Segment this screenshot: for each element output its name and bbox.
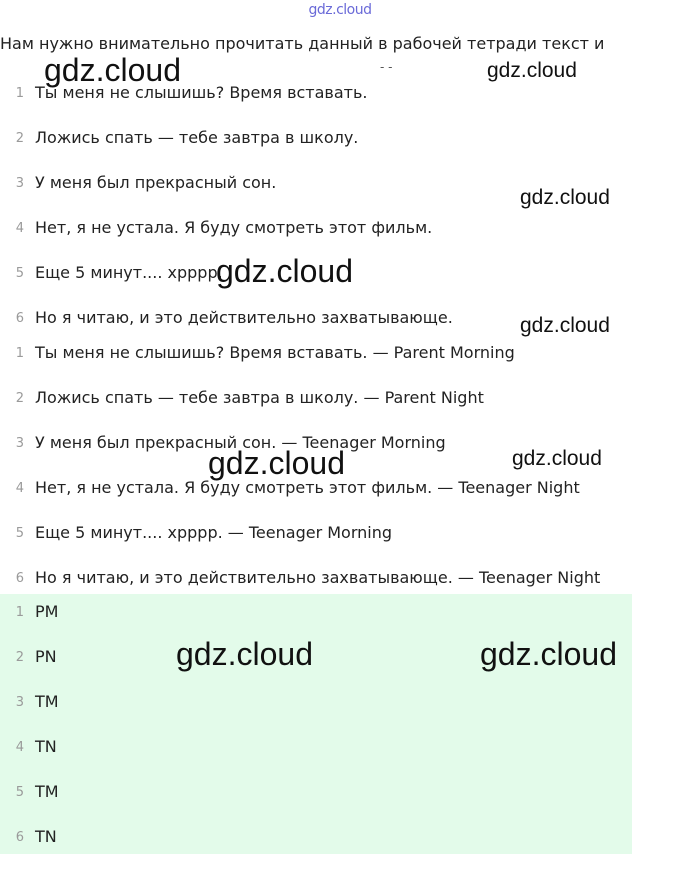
item-text: Но я читаю, и это действительно захватывающе. — Teenager Night xyxy=(35,568,601,587)
list-item xyxy=(0,388,632,433)
item-number: 5 xyxy=(15,526,24,541)
watermark: gdz.cloud xyxy=(208,445,345,481)
item-number: 1 xyxy=(15,605,24,620)
list-item xyxy=(0,128,632,173)
item-number: 4 xyxy=(15,740,24,755)
item-text: TM xyxy=(35,782,59,801)
list-item xyxy=(0,343,632,388)
item-text: Ты меня не слышишь? Время вставать. — Parent Morning xyxy=(35,343,515,362)
site-watermark-top: gdz.cloud xyxy=(308,2,372,18)
list-item xyxy=(0,737,632,782)
item-text: Еще 5 минут.... хрррр. — Teenager Morning xyxy=(35,523,392,542)
intro-fragments: - - xyxy=(380,60,393,74)
item-number: 2 xyxy=(15,391,24,406)
item-text: PM xyxy=(35,602,59,621)
item-text: PN xyxy=(35,647,57,666)
item-text: Нет, я не устала. Я буду смотреть этот фильм. — Teenager Night xyxy=(35,478,580,497)
list-item xyxy=(0,782,632,827)
item-number: 1 xyxy=(15,346,24,361)
watermark: gdz.cloud xyxy=(216,253,353,289)
item-text: TM xyxy=(35,692,59,711)
list-item xyxy=(0,602,632,647)
item-number: 5 xyxy=(15,266,24,281)
item-number: 1 xyxy=(15,86,24,101)
list-item xyxy=(0,692,632,737)
item-number: 6 xyxy=(15,830,24,845)
item-text: Ложись спать — тебе завтра в школу. xyxy=(35,128,359,147)
watermark: gdz.cloud xyxy=(480,636,617,672)
list-item xyxy=(0,827,632,872)
watermark: gdz.cloud xyxy=(512,447,602,470)
item-number: 2 xyxy=(15,650,24,665)
list-item xyxy=(0,173,632,218)
item-number: 4 xyxy=(15,481,24,496)
list-item xyxy=(0,647,632,692)
watermark: gdz.cloud xyxy=(44,52,181,88)
item-text: Еще 5 минут.... хрррр. xyxy=(35,263,223,282)
item-text: Но я читаю, и это действительно захватывающе. xyxy=(35,308,453,327)
item-number: 3 xyxy=(15,695,24,710)
item-number: 2 xyxy=(15,131,24,146)
item-number: 3 xyxy=(15,176,24,191)
item-text: TN xyxy=(35,737,57,756)
item-text: У меня был прекрасный сон. — Teenager Morning xyxy=(35,433,446,452)
list-item xyxy=(0,478,632,523)
item-text: Ты меня не слышишь? Время вставать. xyxy=(35,83,368,102)
list-item xyxy=(0,218,632,263)
labeled-sentence-list xyxy=(0,343,632,613)
watermark: gdz.cloud xyxy=(520,186,610,209)
watermark: gdz.cloud xyxy=(487,59,577,82)
list-item xyxy=(0,523,632,568)
sentence-list xyxy=(0,83,632,353)
list-item xyxy=(0,263,632,308)
item-text: У меня был прекрасный сон. xyxy=(35,173,277,192)
answer-list xyxy=(0,594,632,854)
item-number: 4 xyxy=(15,221,24,236)
item-text: TN xyxy=(35,827,57,846)
item-number: 6 xyxy=(15,571,24,586)
item-number: 6 xyxy=(15,311,24,326)
item-number: 3 xyxy=(15,436,24,451)
intro-text: Нам нужно внимательно прочитать данный в рабочей тетради текст и xyxy=(0,34,605,53)
item-number: 5 xyxy=(15,785,24,800)
item-text: Нет, я не устала. Я буду смотреть этот фильм. xyxy=(35,218,433,237)
item-text: Ложись спать — тебе завтра в школу. — Parent Night xyxy=(35,388,484,407)
watermark: gdz.cloud xyxy=(520,314,610,337)
list-item xyxy=(0,83,632,128)
list-item xyxy=(0,433,632,478)
watermark: gdz.cloud xyxy=(176,636,313,672)
